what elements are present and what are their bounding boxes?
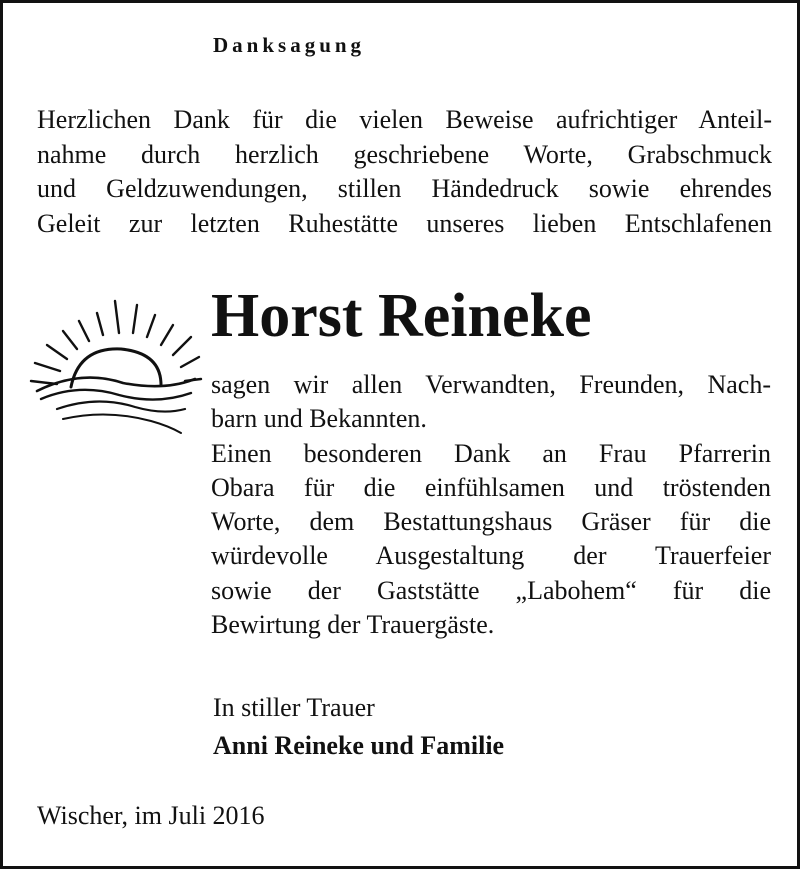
thanks-line: Einen besonderen Dank an Frau Pfarrerin bbox=[211, 438, 771, 468]
notice-heading: Danksagung bbox=[213, 33, 366, 57]
thanks-line: würdevolle Ausgestaltung der Trauerfeier bbox=[211, 541, 771, 571]
intro-paragraph bbox=[37, 103, 772, 241]
intro-line: Herzlichen Dank für die vielen Beweise aufrichtiger Anteil- bbox=[37, 105, 772, 134]
grief-line: In stiller Trauer bbox=[213, 693, 375, 722]
intro-line: nahme durch herzlich geschriebene Worte, Grabschmuck bbox=[37, 139, 772, 169]
thanks-line: barn und Bekannten. bbox=[211, 404, 427, 434]
family-signature: Anni Reineke und Familie bbox=[213, 731, 505, 760]
intro-line: und Geldzuwendungen, stillen Händedruck sowie ehrendes bbox=[37, 174, 772, 203]
thanks-line: sagen wir allen Verwandten, Freunden, Nach- bbox=[211, 370, 771, 399]
thanks-line: sowie der Gaststätte „Labohem“ für die bbox=[211, 575, 771, 605]
sunset-over-hills-icon bbox=[27, 295, 205, 445]
place-date: Wischer, im Juli 2016 bbox=[37, 801, 265, 830]
thanks-line: Bewirtung der Trauergäste. bbox=[211, 610, 495, 640]
deceased-name: Horst Reineke bbox=[211, 282, 592, 350]
thanks-paragraph bbox=[211, 368, 771, 642]
thanks-line: Worte, dem Bestattungshaus Gräser für die bbox=[211, 507, 771, 537]
intro-line: Geleit zur letzten Ruhestätte unseres lieben Entschlafenen bbox=[37, 208, 772, 238]
thanks-line: Obara für die einfühlsamen und tröstenden bbox=[211, 472, 771, 502]
